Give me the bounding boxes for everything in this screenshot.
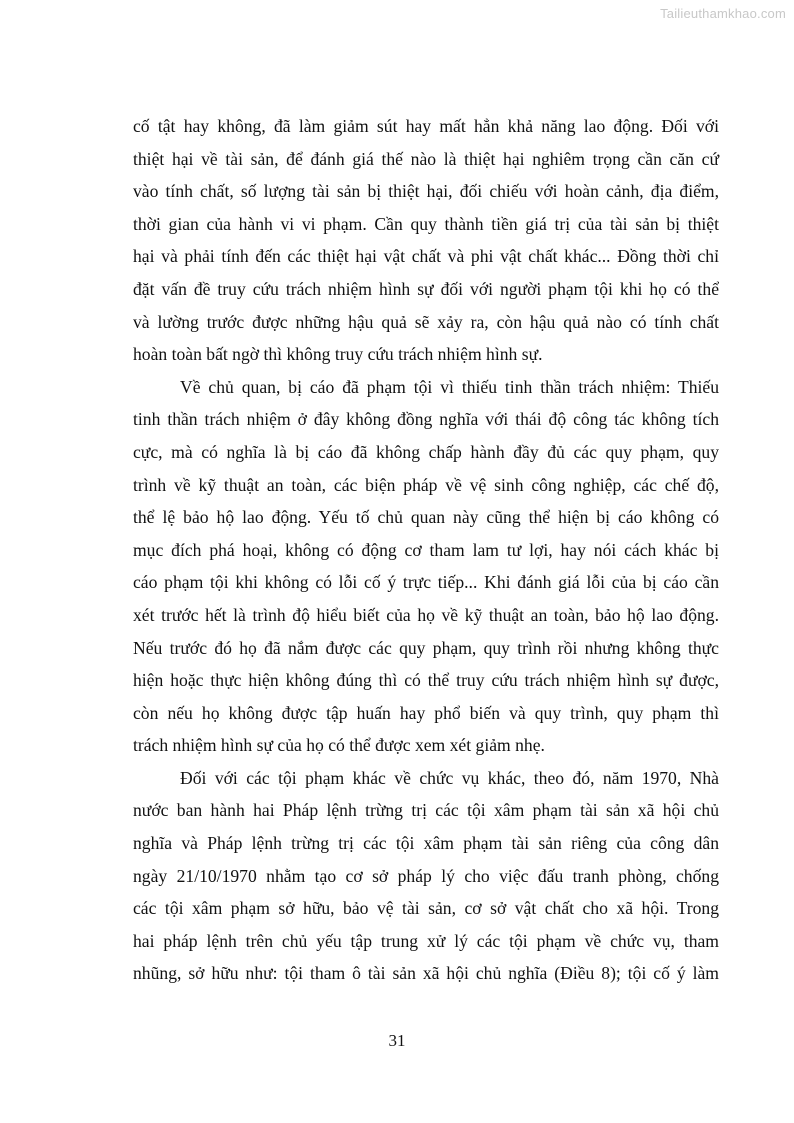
watermark: Tailieuthamkhao.com bbox=[660, 6, 786, 21]
text-line: hoàn toàn bất ngờ thì không truy cứu trách nhiệm hình sự. bbox=[133, 344, 543, 365]
text-line: nhũng, sở hữu như: tội tham ô tài sản xã hội chủ nghĩa (Điều 8); tội cố ý làm bbox=[133, 963, 719, 984]
text-line: và lường trước được những hậu quả sẽ xảy ra, còn hậu quả nào có tính chất bbox=[133, 311, 719, 332]
text-line: cố tật hay không, đã làm giảm sút hay mất hẳn khả năng lao động. Đối với bbox=[133, 116, 719, 136]
paragraph-first-line: Đối với các tội phạm khác về chức vụ khác, theo đó, năm 1970, Nhà bbox=[180, 767, 719, 788]
text-line: cáo phạm tội khi không có lỗi cố ý trực tiếp... Khi đánh giá lỗi của bị cáo cần bbox=[133, 572, 719, 593]
text-line: vào tính chất, số lượng tài sản bị thiệt hại, đối chiếu với hoàn cảnh, địa điểm, bbox=[133, 181, 719, 202]
paragraph-first-line: Về chủ quan, bị cáo đã phạm tội vì thiếu tinh thần trách nhiệm: Thiếu bbox=[180, 376, 719, 397]
text-line: hai pháp lệnh trên chủ yếu tập trung xử lý các tội phạm về chức vụ, tham bbox=[133, 930, 719, 951]
text-line: còn nếu họ không được tập huấn hay phổ biến và quy trình, quy phạm thì bbox=[133, 702, 719, 723]
text-line: thiệt hại về tài sản, để đánh giá thế nào là thiệt hại nghiêm trọng cần căn cứ bbox=[133, 148, 719, 169]
text-line: ngày 21/10/1970 nhằm tạo cơ sở pháp lý cho việc đấu tranh phòng, chống bbox=[133, 865, 719, 886]
text-line: mục đích phá hoại, không có động cơ tham lam tư lợi, hay nói cách khác bị bbox=[133, 539, 719, 560]
text-line: thể lệ bảo hộ lao động. Yếu tố chủ quan này cũng thể hiện bị cáo không có bbox=[133, 507, 719, 528]
text-line: xét trước hết là trình độ hiểu biết của họ về kỹ thuật an toàn, bảo hộ lao động. bbox=[133, 604, 719, 625]
text-line: trách nhiệm hình sự của họ có thể được xem xét giảm nhẹ. bbox=[133, 735, 545, 756]
text-line: các tội xâm phạm sở hữu, bảo vệ tài sản, cơ sở vật chất cho xã hội. Trong bbox=[133, 898, 719, 919]
document-body bbox=[133, 110, 719, 990]
text-line: thời gian của hành vi vi phạm. Cần quy thành tiền giá trị của tài sản bị thiệt bbox=[133, 213, 719, 234]
text-line: nước ban hành hai Pháp lệnh trừng trị các tội xâm phạm tài sản xã hội chủ bbox=[133, 800, 719, 821]
text-line: cực, mà có nghĩa là bị cáo đã không chấp hành đầy đủ các quy phạm, quy bbox=[133, 441, 719, 462]
page-number: 31 bbox=[388, 1031, 406, 1050]
text-line: hiện hoặc thực hiện không đúng thì có thể truy cứu trách nhiệm hình sự được, bbox=[133, 670, 719, 691]
text-line: nghĩa và Pháp lệnh trừng trị các tội xâm phạm tài sản riêng của công dân bbox=[133, 833, 719, 854]
text-line: Nếu trước đó họ đã nắm được các quy phạm, quy trình rồi nhưng không thực bbox=[133, 637, 719, 658]
text-line: tinh thần trách nhiệm ở đây không đồng nghĩa với thái độ công tác không tích bbox=[133, 409, 719, 430]
text-line: hại và phải tính đến các thiệt hại vật chất và phi vật chất khác... Đồng thời chỉ bbox=[133, 246, 719, 267]
text-line: đặt vấn đề truy cứu trách nhiệm hình sự đối với người phạm tội khi họ có thể bbox=[133, 278, 719, 299]
text-line: trình về kỹ thuật an toàn, các biện pháp về vệ sinh công nghiệp, các chế độ, bbox=[133, 474, 719, 495]
